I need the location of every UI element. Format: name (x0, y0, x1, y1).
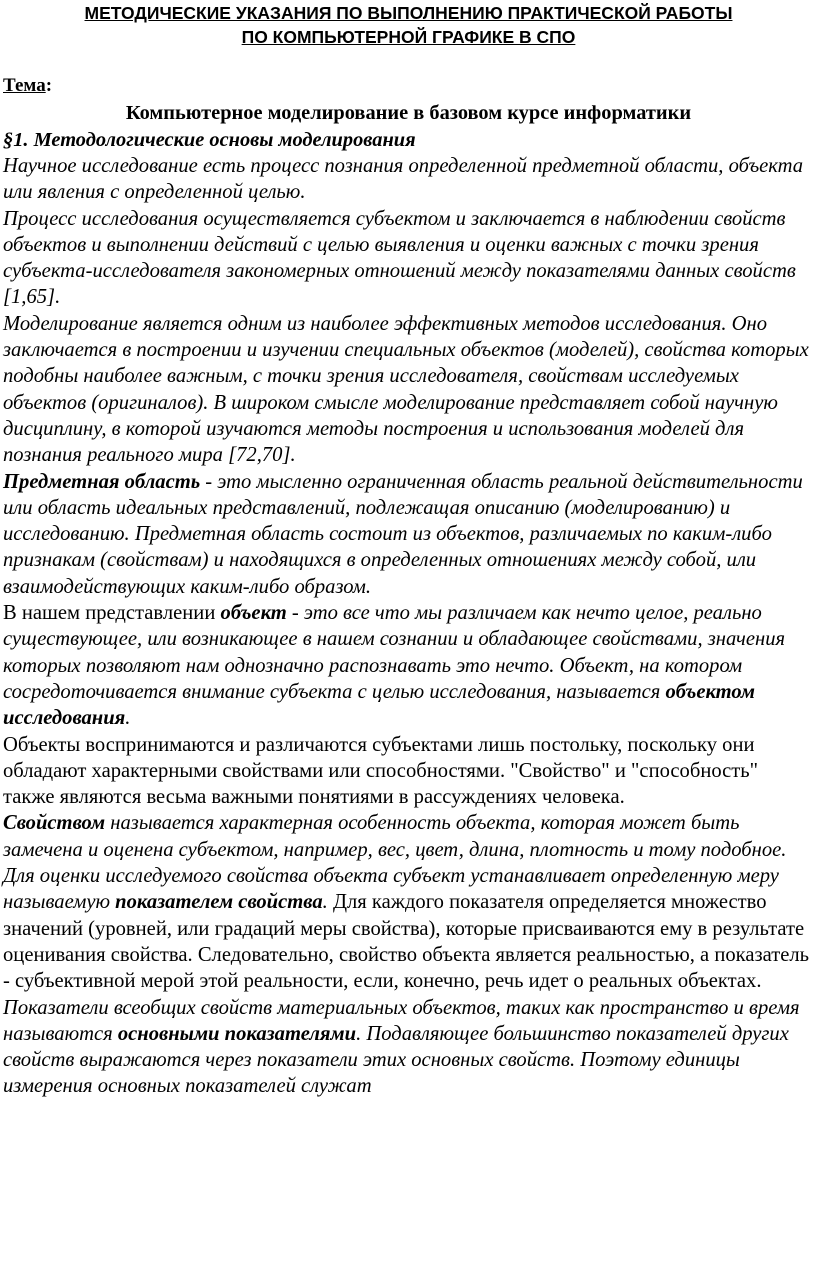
term-object: объект (220, 602, 287, 625)
topic-title: Компьютерное моделирование в базовом курсе информатики (125, 102, 692, 124)
term-basic-indicators: основными показателями (117, 1022, 357, 1045)
paragraph-8-start: Показатели всеобщих свойств материальных объектов, таких как пространство и время называются (3, 996, 800, 1045)
document-page (0, 1, 816, 1267)
document-title-line-2: ПО КОМПЬЮТЕРНОЙ ГРАФИКЕ В СПО (241, 27, 576, 47)
paragraph-7-text: называется характерная особенность объекта, которая может быть замечена и оценена субъектом, например, вес, цвет, длина, плотность и тому подобное. Для оценки исследуемого свойства объекта субъект устанавливает определенную меру называемую (3, 812, 787, 914)
paragraph-5-start: В нашем представлении (3, 602, 221, 625)
term-object-of-research: объектом исследования (3, 680, 756, 730)
paragraph-8 (3, 995, 814, 1100)
paragraph-5 (3, 600, 814, 731)
term-property-indicator: показателем свойства (115, 891, 323, 914)
topic-label-text: Тема (3, 75, 46, 96)
paragraph-2: Процесс исследования осуществляется субъектом и заключается в наблюдении свойств объектов и выполнении действий с целью выявления и оценки важных с точки зрения субъекта-исследователя закономерных отношений между показателями данных свойств [1,65]. (3, 207, 796, 309)
paragraph-6: Объекты воспринимаются и различаются субъектами лишь постольку, поскольку они обладают характерными свойствами или способностями. "Свойство" и "способность" также являются весьма важными понятиями в рассуждениях человека. (3, 733, 759, 809)
paragraph-5-text: - это все что мы различаем как нечто целое, реально существующее, или возникающее в нашем сознании и обладающее свойствами, значения которых позволяют нам однозначно распознавать это нечто. Объект, на котором сосредоточивается внимание субъекта с целью исследования, называется (3, 602, 786, 703)
term-property: Свойством (3, 812, 106, 835)
term-subject-area: Предметная область (3, 470, 201, 493)
section-heading: §1. Методологические основы моделирования (3, 129, 416, 151)
paragraph-4-text: - это мысленно ограниченная область реальной действительности или область идеальных представлений, подлежащая описанию (моделированию) и исследованию. Предметная область состоит из объектов, различаемых по каким-либо признакам (свойствам) и находящихся в определенных отношениях между собой, или взаимодействующих каким-либо образом. (3, 470, 803, 598)
paragraph-7-end: Для каждого показателя определяется множество значений (уровней, или градаций меры свойства), которые присваиваются ему в результате оценивания свойства. Следовательно, свойство объекта является реальностью, а показатель - субъективной мерой этой реальности, если, конечно, речь идет о реальных объектах. (3, 891, 810, 993)
paragraph-1: Научное исследование есть процесс познания определенной предметной области, объекта или явления с определенной целью. (3, 155, 804, 204)
paragraph-3: Моделирование является одним из наиболее эффективных методов исследования. Оно заключается в построении и изучении специальных объектов (моделей), свойства которых подобны наиболее важным, с точки зрения исследователя, свойствам исследуемых объектов (оригиналов). В широком смысле моделирование представляет собой научную дисциплину, в которой изучаются методы построения и использования моделей для познания реального мира [72,70]. (3, 312, 809, 467)
paragraph-7-dot: . (322, 891, 328, 914)
paragraph-8-end: . Подавляющее большинство показателей других свойств выражаются через показатели этих основных свойств. Поэтому единицы измерения основных показателей служат (3, 1022, 789, 1098)
topic-label (3, 74, 814, 98)
document-title (3, 1, 814, 49)
paragraph-5-end: . (125, 707, 131, 730)
topic-label-colon: : (45, 75, 53, 96)
paragraph-7 (3, 810, 814, 994)
paragraph-4 (3, 469, 814, 600)
document-title-line-1: МЕТОДИЧЕСКИЕ УКАЗАНИЯ ПО ВЫПОЛНЕНИЮ ПРАКТИЧЕСКОЙ РАБОТЫ (84, 3, 733, 23)
